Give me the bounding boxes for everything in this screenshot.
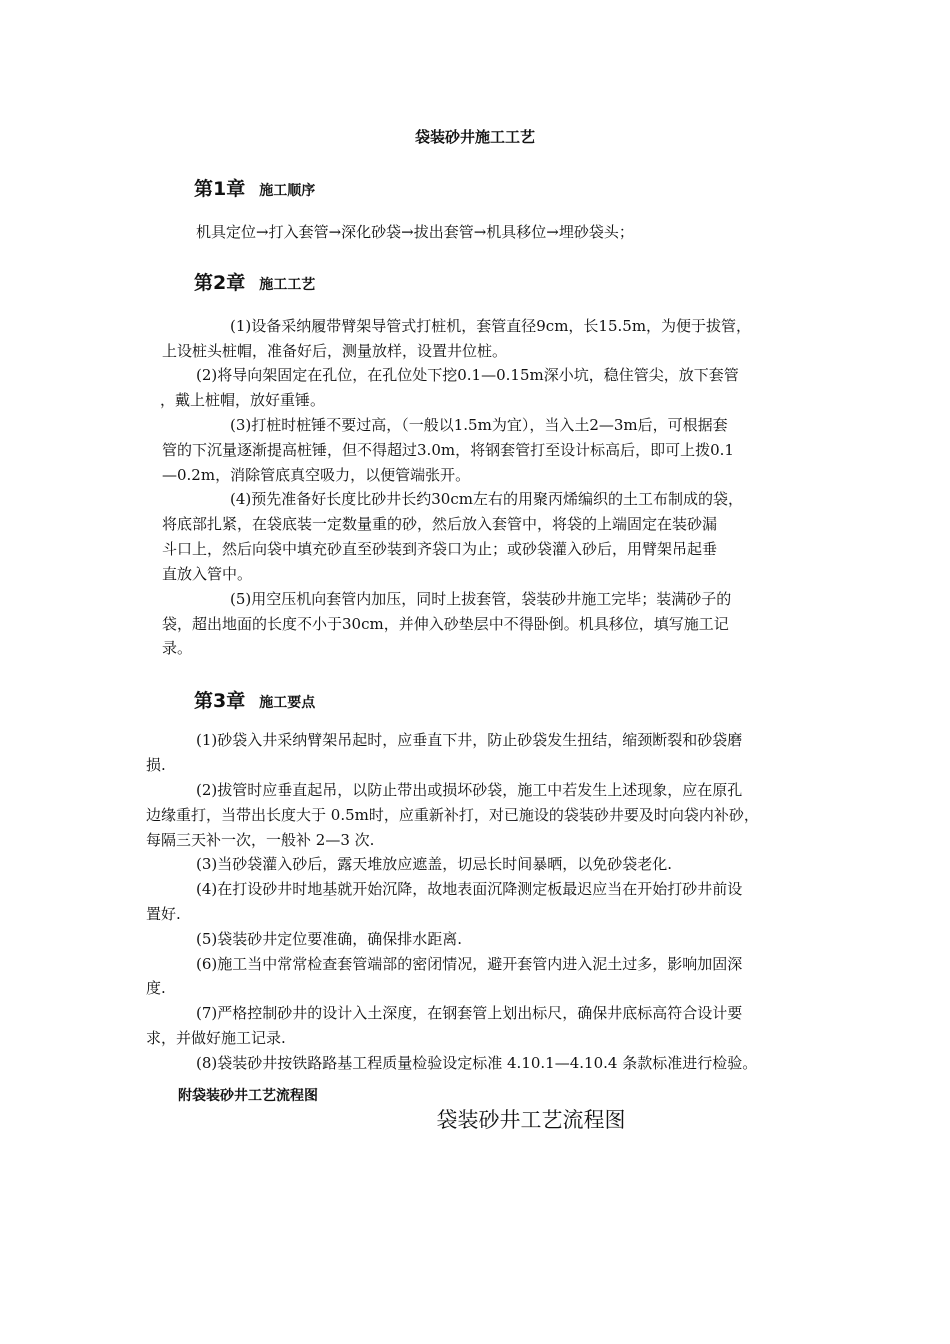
chapter-2-name: 施工工艺 [259,277,316,293]
paragraph-line: (4)预先准备好长度比砂井长约30cm左右的用聚丙烯编织的土工布制成的袋， [230,490,743,508]
chapter-2-number: 第2章 [194,272,246,294]
chapter-3-number: 第3章 [194,690,246,712]
paragraph-line: (2)将导向架固定在孔位，在孔位处下挖0.1—0.15m深小坑，稳住管尖，放下套管 [196,366,739,384]
chapter-2-heading [194,268,315,295]
paragraph-line: (2)拔管时应垂直起吊，以防止带出或损坏砂袋，施工中若发生上述现象，应在原孔 [196,781,743,799]
paragraph-line: 录。 [162,639,193,657]
document-title: 袋装砂井施工工艺 [414,128,535,146]
appendix-label: 附袋装砂井工艺流程图 [178,1088,318,1104]
construction-sequence: 机具定位→打入套管→深化砂袋→拔出套管→机具移位→埋砂袋头； [196,223,634,241]
paragraph-line: 度. [146,979,166,997]
paragraph-line: 直放入管中。 [162,565,253,583]
paragraph-line: 置好. [146,905,181,923]
paragraph-line: 管的下沉量逐渐提高桩锤，但不得超过3.0m，将钢套管打至设计标高后，即可上拨0.1 [162,441,734,459]
paragraph-line: 斗口上，然后向袋中填充砂直至砂装到齐袋口为止；或砂袋灌入砂后，用臂架吊起垂 [162,540,718,558]
paragraph-line: 将底部扎紧，在袋底装一定数量重的砂，然后放入套管中，将袋的上端固定在装砂漏 [162,515,718,533]
paragraph-line: 求，并做好施工记录. [146,1029,286,1047]
paragraph-line: 损. [146,756,166,774]
chapter-1-heading [194,174,315,201]
paragraph-line: (3)打桩时桩锤不要过高，（一般以1.5m为宜），当入土2—3m后，可根据套 [230,416,728,434]
paragraph-line: ，戴上桩帽，放好重锤。 [160,391,326,409]
paragraph-line: (5)袋装砂井定位要准确，确保排水距离. [196,930,463,948]
chapter-3-heading [194,686,315,713]
paragraph-line: (7)严格控制砂井的设计入土深度，在钢套管上划出标尺，确保井底标高符合设计要 [196,1004,743,1022]
paragraph-line: (4)在打设砂井时地基就开始沉降，故地表面沉降测定板最迟应当在开始打砂井前设 [196,880,743,898]
paragraph-line: (3)当砂袋灌入砂后，露天堆放应遮盖，切忌长时间暴晒，以免砂袋老化. [196,855,673,873]
chapter-1-name: 施工顺序 [259,183,316,199]
paragraph-line: (6)施工当中常常检查套管端部的密闭情况，避开套管内进入泥土过多，影响加固深 [196,955,743,973]
chapter-1-number: 第1章 [194,178,246,200]
paragraph-line: (1)设备采纳履带臂架导管式打桩机，套管直径9cm，长15.5m，为便于拔管， [230,317,752,335]
paragraph-line: 边缘重打，当带出长度大于 0.5m时，应重新补打，对已施设的袋装砂井要及时向袋内补砂， [146,806,759,824]
paragraph-line: 袋，超出地面的长度不小于30cm，并伸入砂垫层中不得卧倒。机具移位，填写施工记 [162,615,729,633]
paragraph-line: 上设桩头桩帽，准备好后，测量放样，设置井位桩。 [162,342,508,360]
chapter-3-name: 施工要点 [259,695,316,711]
flowchart-title: 袋装砂井工艺流程图 [436,1108,626,1132]
paragraph-line: (1)砂袋入井采纳臂架吊起时，应垂直下井，防止砂袋发生扭结，缩颈断裂和砂袋磨 [196,731,743,749]
paragraph-line: (8)袋装砂井按铁路路基工程质量检验设定标准 4.10.1—4.10.4 条款标准进行检验。 [196,1054,758,1072]
paragraph-line: 每隔三天补一次，一般补 2—3 次. [146,831,375,849]
paragraph-line: —0.2m，消除管底真空吸力，以便管端张开。 [162,466,471,484]
paragraph-line: (5)用空压机向套管内加压，同时上拔套管，袋装砂井施工完毕；装满砂子的 [230,590,732,608]
